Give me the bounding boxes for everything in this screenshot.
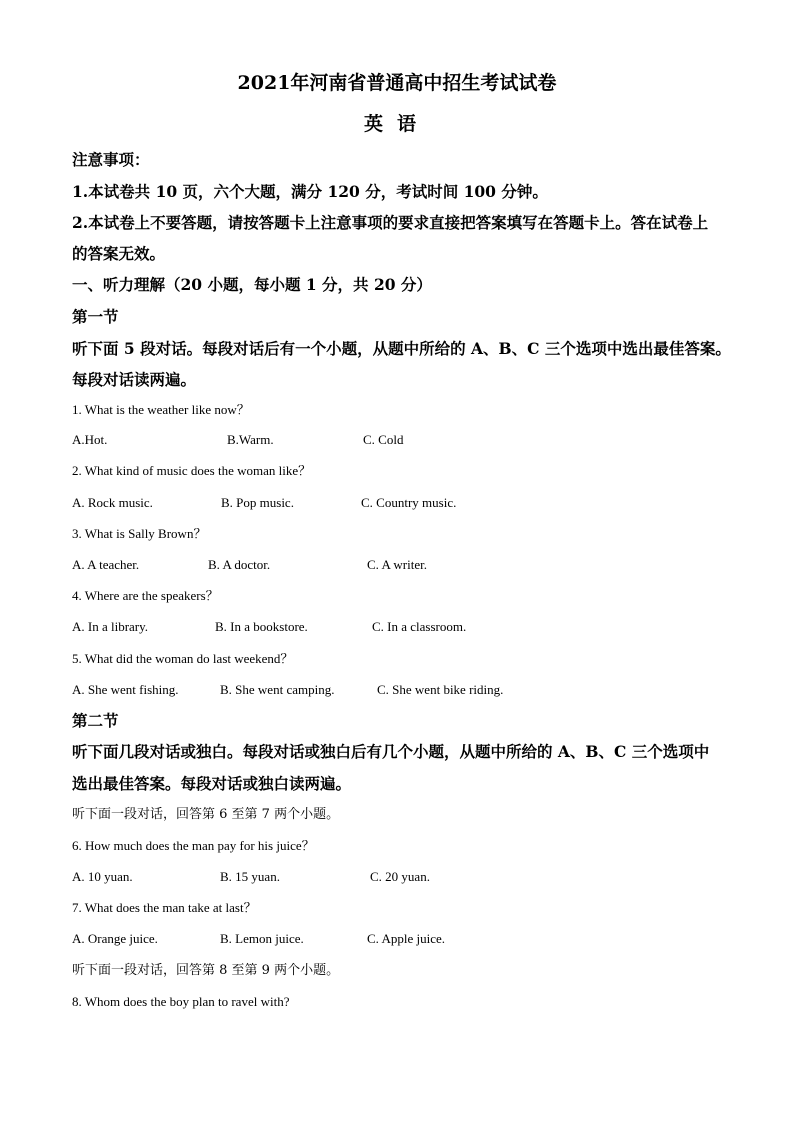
question-7: 7. What does the man take at last？ [72,900,257,915]
subject-title: 英语 [363,113,430,135]
option-a: A. Orange juice. [72,931,158,946]
question-8: 8. Whom does the boy plan to ravel with? [72,994,290,1009]
question-5-options [72,681,722,699]
option-b: B. Lemon juice. [220,931,304,946]
option-c: C. Cold [363,432,404,447]
option-a: A. She went fishing. [72,682,179,697]
question-3-options [72,556,722,574]
question-7-options [72,930,722,948]
option-c: C. She went bike riding. [377,682,504,697]
option-b: B. 15 yuan. [220,869,280,884]
option-c: C. A writer. [367,557,427,572]
option-c: C. Country music. [361,495,457,510]
section1-instructions-line2: 每段对话读两遍。 [72,370,197,389]
option-b: B.Warm. [227,432,274,447]
option-c: C. 20 yuan. [370,869,430,884]
notice-item-2-line1: 2.本试卷上不要答题，请按答题卡上注意事项的要求直接把答案填写在答题卡上。答在试卷上 [72,213,709,232]
question-4: 4. Where are the speakers？ [72,588,219,603]
section1-instructions-line1: 听下面 5 段对话。每段对话后有一个小题，从题中所给的 A、B、C 三个选项中选出最佳答案。 [72,339,731,358]
section2-instructions-line2: 选出最佳答案。每段对话或独白读两遍。 [72,774,352,793]
exam-title: 2021年河南省普通高中招生考试试卷 [237,72,557,94]
question-2: 2. What kind of music does the woman like？ [72,463,312,478]
notice-item-2-line2: 的答案无效。 [72,244,166,263]
notice-heading: 注意事项： [72,150,150,169]
question-4-options [72,618,722,636]
group-2-intro: 听下面一段对话，回答第 8 至第 9 两个小题。 [72,963,340,978]
section2-instructions-line1: 听下面几段对话或独白。每段对话或独白后有几个小题，从题中所给的 A、B、C 三个选项中 [72,742,710,761]
option-c: C. In a classroom. [372,619,467,634]
question-2-options [72,494,722,512]
option-a: A.Hot. [72,432,108,447]
question-1: 1. What is the weather like now？ [72,402,250,417]
option-b: B. In a bookstore. [215,619,308,634]
option-b: B. She went camping. [220,682,335,697]
option-c: C. Apple juice. [367,931,445,946]
question-6-options [72,868,722,886]
question-3: 3. What is Sally Brown？ [72,526,207,541]
section1-heading: 第一节 [72,307,119,326]
option-a: A. In a library. [72,619,149,634]
question-6: 6. How much does the man pay for his juice？ [72,838,315,853]
option-b: B. A doctor. [208,557,271,572]
question-5: 5. What did the woman do last weekend？ [72,651,294,666]
part1-heading: 一、听力理解（20 小题，每小题 1 分，共 20 分） [72,275,432,294]
option-a: A. A teacher. [72,557,140,572]
option-b: B. Pop music. [221,495,294,510]
section2-heading: 第二节 [72,711,119,730]
option-a: A. 10 yuan. [72,869,133,884]
notice-item-1: 1.本试卷共 10 页，六个大题，满分 120 分，考试时间 100 分钟。 [72,182,548,201]
question-1-options [72,431,722,449]
group-1-intro: 听下面一段对话，回答第 6 至第 7 两个小题。 [72,807,340,822]
option-a: A. Rock music. [72,495,153,510]
